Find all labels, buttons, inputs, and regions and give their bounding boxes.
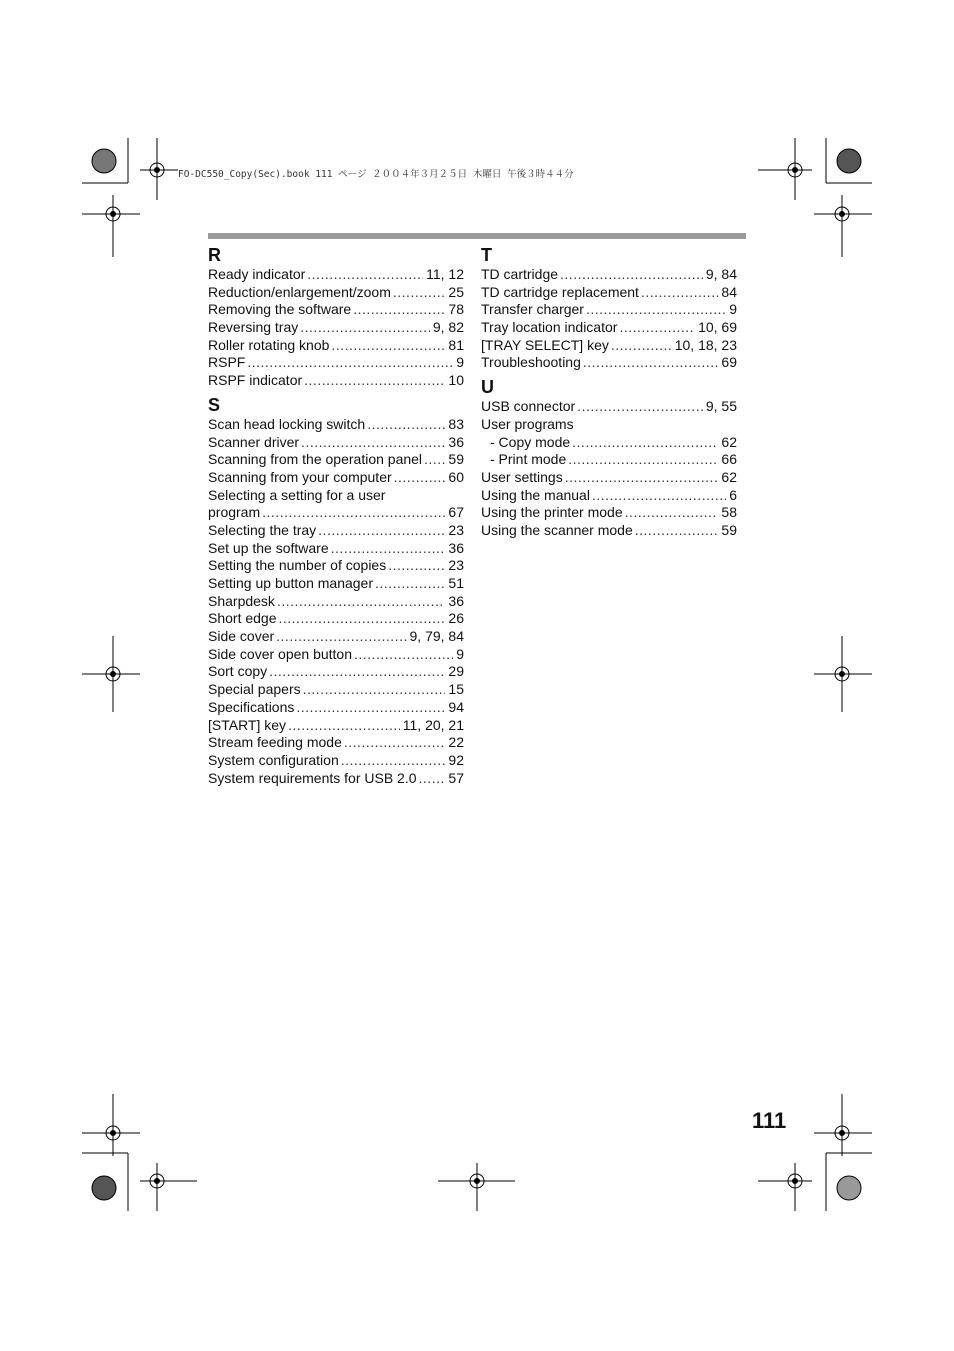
section-letter-s: S (208, 394, 221, 415)
index-list-t (481, 266, 737, 372)
index-pages: 22 (448, 734, 464, 751)
index-entry (208, 717, 464, 735)
index-list-s (208, 416, 464, 787)
index-pages: 62 (721, 468, 737, 485)
dot-leader (619, 319, 695, 337)
index-pages: 81 (448, 336, 464, 353)
index-term: Using the manual (481, 486, 590, 503)
dot-leader (577, 398, 703, 416)
dot-leader (304, 372, 445, 390)
index-term: TD cartridge replacement (481, 283, 639, 300)
index-term: - Print mode (490, 451, 567, 468)
index-term: program (208, 504, 261, 521)
index-pages: 59 (721, 521, 737, 538)
index-term: Setting up button manager (208, 575, 374, 591)
index-entry (208, 451, 464, 469)
index-entry (208, 522, 464, 540)
index-pages: 10 (448, 372, 464, 389)
dot-leader (572, 434, 718, 452)
index-pages: 58 (721, 504, 737, 521)
header-rule (208, 233, 746, 239)
index-term: Ready indicator (208, 266, 306, 282)
index-pages: 59 (448, 451, 464, 468)
index-pages: 11, 20, 21 (402, 716, 464, 733)
dot-leader (367, 416, 445, 434)
dot-leader (375, 575, 445, 593)
index-term: Scan head locking switch (208, 415, 366, 432)
index-list-r (208, 266, 464, 390)
index-term: Stream feeding mode (208, 734, 342, 751)
index-term: Sort copy (208, 663, 268, 680)
dot-leader (277, 593, 445, 611)
dot-leader (303, 681, 446, 699)
index-entry (481, 354, 737, 372)
dot-leader (300, 319, 430, 337)
index-pages: 10, 18, 23 (674, 336, 737, 353)
dot-leader (331, 540, 446, 558)
index-column-right (481, 244, 737, 544)
index-entry (208, 319, 464, 337)
dot-leader (247, 354, 453, 372)
index-entry (208, 752, 464, 770)
index-entry (481, 266, 737, 284)
index-term: Tray location indicator (481, 319, 618, 336)
dot-leader (424, 451, 445, 469)
index-term: Reduction/enlargement/zoom (208, 283, 391, 300)
index-term: Set up the software (208, 539, 329, 556)
index-term: - Copy mode (490, 433, 571, 450)
index-pages: 92 (448, 751, 464, 768)
dot-leader (592, 487, 726, 505)
index-term: Special papers (208, 681, 301, 698)
index-entry (481, 504, 737, 522)
index-entry (208, 469, 464, 487)
index-entry (481, 469, 737, 487)
index-term: Scanner driver (208, 433, 300, 450)
index-entry (208, 266, 464, 284)
index-pages: 9, 82 (432, 319, 464, 336)
index-pages: 83 (448, 415, 464, 432)
print-header: FO-DC550_Copy(Sec).book 111 ページ ２００４年３月２５日 木曜日 午後３時４４分 (178, 169, 574, 180)
dot-leader (301, 434, 445, 452)
index-column-left (208, 244, 464, 791)
index-term: Transfer charger (481, 301, 584, 318)
index-term: Removing the software (208, 301, 352, 318)
index-term: System requirements for USB 2.0 (208, 769, 417, 786)
index-term: User settings (481, 468, 563, 485)
index-term: RSPF (208, 354, 246, 371)
index-entry (208, 681, 464, 699)
index-entry (481, 522, 737, 540)
section-letter-u: U (481, 377, 494, 398)
dot-leader (279, 610, 446, 628)
index-pages: 11, 12 (426, 266, 464, 282)
dot-leader (586, 301, 726, 319)
index-pages: 84 (721, 283, 737, 300)
index-entry (208, 487, 464, 505)
index-pages: 9, 84 (705, 266, 737, 282)
index-pages: 9, 55 (705, 398, 737, 415)
index-pages: 26 (448, 610, 464, 627)
index-term: Setting the number of copies (208, 557, 387, 574)
dot-leader (353, 301, 445, 319)
dot-leader (393, 284, 446, 302)
dot-leader (276, 628, 406, 646)
index-term: System configuration (208, 751, 339, 768)
index-term: USB connector (481, 398, 576, 415)
index-entry (208, 301, 464, 319)
dot-leader (288, 717, 400, 735)
index-pages: 15 (448, 681, 464, 698)
index-entry (481, 451, 737, 469)
index-entry (208, 434, 464, 452)
index-entry (208, 610, 464, 628)
index-term: [START] key (208, 716, 287, 733)
index-entry (208, 337, 464, 355)
index-pages: 23 (448, 521, 464, 538)
dot-leader (269, 663, 445, 681)
dot-leader (394, 469, 446, 487)
dot-leader (296, 699, 445, 717)
index-pages: 51 (448, 575, 464, 591)
dot-leader (625, 504, 719, 522)
index-term: Using the scanner mode (481, 521, 633, 538)
dot-leader (341, 752, 446, 770)
index-entry (481, 301, 737, 319)
page-number: 111 (752, 1108, 787, 1133)
index-entry (208, 416, 464, 434)
dot-leader (318, 522, 445, 540)
index-entry (481, 284, 737, 302)
index-entry (208, 593, 464, 611)
index-pages: 36 (448, 592, 464, 609)
dot-leader (583, 354, 719, 372)
dot-leader (641, 284, 718, 302)
index-pages: 78 (448, 301, 464, 318)
index-pages: 62 (721, 433, 737, 450)
index-term: Using the printer mode (481, 504, 623, 521)
index-pages: 9 (456, 645, 464, 662)
index-entry (208, 734, 464, 752)
index-term: Scanning from your computer (208, 468, 392, 485)
section-letter-r: R (208, 245, 221, 265)
dot-leader (560, 266, 703, 284)
index-pages: 9, 79, 84 (409, 628, 464, 645)
index-term: Short edge (208, 610, 277, 627)
index-entry (481, 416, 737, 434)
index-entry (481, 487, 737, 505)
index-entry (208, 557, 464, 575)
index-entry (208, 540, 464, 558)
index-pages: 66 (721, 451, 737, 468)
index-pages: 69 (721, 354, 737, 371)
dot-leader (419, 770, 446, 788)
index-entry (481, 398, 737, 416)
dot-leader (354, 646, 453, 664)
index-term: Specifications (208, 698, 295, 715)
dot-leader (262, 504, 445, 522)
dot-leader (565, 469, 719, 487)
index-entry (481, 319, 737, 337)
index-pages: 23 (448, 557, 464, 574)
index-pages: 25 (448, 283, 464, 300)
dot-leader (331, 337, 445, 355)
index-term: Scanning from the operation panel (208, 451, 423, 468)
index-term: User programs (481, 415, 574, 432)
index-entry (481, 434, 737, 452)
index-pages: 9 (456, 354, 464, 371)
index-entry (208, 646, 464, 664)
dot-leader (568, 451, 718, 469)
dot-leader (635, 522, 719, 540)
index-term: TD cartridge (481, 266, 559, 282)
index-term: Selecting the tray (208, 521, 317, 538)
index-term: Selecting a setting for a user (208, 486, 386, 503)
index-entry (208, 575, 464, 593)
index-term: Roller rotating knob (208, 336, 330, 353)
index-entry (208, 372, 464, 390)
dot-leader (344, 734, 446, 752)
index-entry (208, 663, 464, 681)
index-entry (481, 337, 737, 355)
index-entry (208, 770, 464, 788)
dot-leader (388, 557, 445, 575)
index-term: RSPF indicator (208, 372, 303, 389)
index-term: Side cover open button (208, 645, 352, 662)
index-entry (208, 284, 464, 302)
index-term: Sharpdesk (208, 592, 275, 609)
index-entry (208, 504, 464, 522)
index-entry (208, 354, 464, 372)
dot-leader (611, 337, 672, 355)
index-pages: 29 (448, 663, 464, 680)
index-pages: 36 (448, 433, 464, 450)
index-pages: 67 (448, 504, 464, 521)
index-pages: 94 (448, 698, 464, 715)
index-term: Reversing tray (208, 319, 299, 336)
dot-leader (307, 266, 423, 284)
index-pages: 57 (448, 769, 464, 786)
index-pages: 10, 69 (698, 319, 737, 336)
index-list-u (481, 398, 737, 540)
index-pages: 9 (729, 301, 737, 318)
index-pages: 60 (448, 468, 464, 485)
index-term: Side cover (208, 628, 275, 645)
index-pages: 36 (448, 539, 464, 556)
index-entry (208, 628, 464, 646)
index-term: Troubleshooting (481, 354, 581, 371)
index-entry (208, 699, 464, 717)
index-pages: 6 (729, 486, 737, 503)
section-letter-t: T (481, 245, 492, 265)
index-term: [TRAY SELECT] key (481, 336, 609, 353)
